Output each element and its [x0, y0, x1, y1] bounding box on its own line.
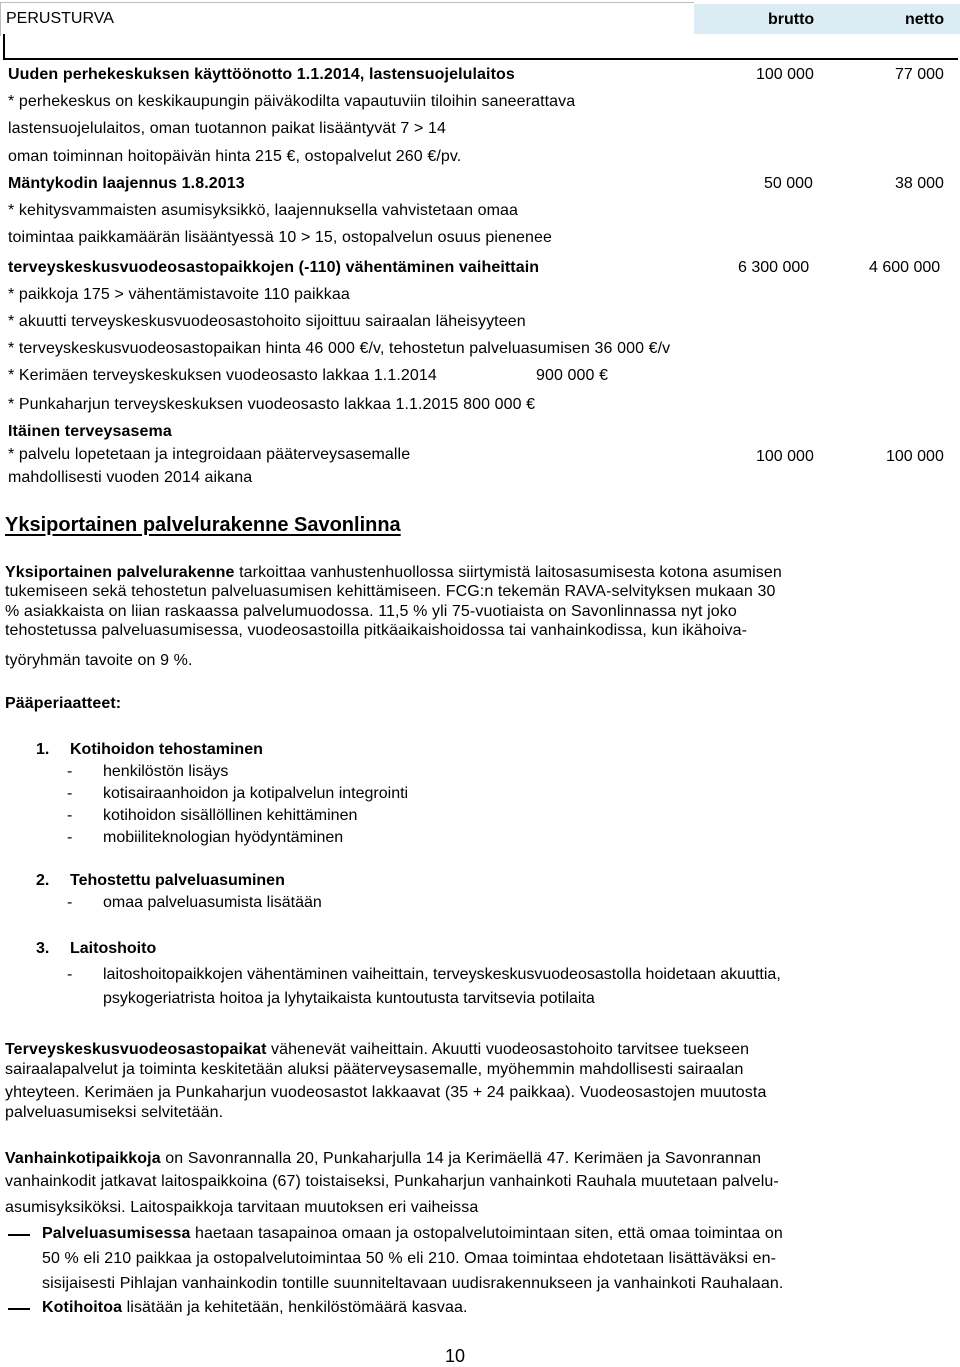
principle-item: omaa palveluasumista lisätään — [103, 894, 322, 911]
page-number: 10 — [445, 1346, 466, 1366]
principle-number: 2. — [36, 872, 50, 889]
row-netto: 38 000 — [895, 175, 944, 192]
intro-line-1 — [5, 564, 782, 582]
bullet-text: lisätään ja kehitetään, henkilöstömäärä kasvaa. — [122, 1299, 468, 1316]
tk-text: vähenevät vaiheittain. Akuutti vuodeosastohoito tarvitsee tuekseen — [266, 1041, 750, 1058]
row-text: * akuutti terveyskeskusvuodeosastohoito sijoittuu sairaalan läheisyyteen — [8, 313, 526, 330]
table-divider-line — [3, 58, 958, 60]
row-title-vuodeosasto: terveyskeskusvuodeosastopaikkojen (-110) vähentäminen vaiheittain — [8, 259, 540, 276]
list-dash: - — [67, 829, 73, 846]
vk-line: asumisyksiköksi. Laitospaikkoja tarvitaan muutoksen eri vaiheissa — [5, 1199, 479, 1216]
principle-item: kotihoidon sisällöllinen kehittäminen — [103, 807, 358, 824]
bullet-dash — [8, 1308, 30, 1310]
row-brutto: 6 300 000 — [738, 259, 810, 276]
row-amount: 900 000 € — [536, 367, 609, 384]
vk-text: on Savonrannalla 20, Punkaharjulla 14 ja Kerimäellä 47. Kerimäen ja Savonrannan — [160, 1150, 762, 1167]
row-text: toimintaa paikkamäärän lisääntyessä 10 > 15, ostopalvelun osuus pienenee — [8, 229, 552, 246]
row-brutto: 50 000 — [764, 175, 813, 192]
vk-bold: Vanhainkotipaikkoja — [5, 1150, 161, 1167]
principle-item-continuation: psykogeriatrista hoitoa ja lyhytaikaista kuntoutusta tarvitsevia potilaita — [103, 990, 595, 1007]
principle-title: Kotihoidon tehostaminen — [70, 741, 263, 758]
list-dash: - — [67, 785, 73, 802]
row-brutto: 100 000 — [756, 448, 814, 465]
intro-line: tehostetussa palveluasumisessa, vuodeosastoilla pitkäaikaishoidossa tai vanhainkodissa, kun ikähoiva- — [5, 622, 748, 639]
table-divider-tick — [3, 34, 5, 60]
principle-number: 3. — [36, 940, 50, 957]
row-text: lastensuojelulaitos, oman tuotannon paikat lisääntyvät 7 > 14 — [8, 120, 446, 137]
row-title-mantykoti: Mäntykodin laajennus 1.8.2013 — [8, 175, 245, 192]
list-dash: - — [67, 894, 73, 911]
bullet-bold: Palveluasumisessa — [42, 1225, 191, 1242]
row-netto: 100 000 — [886, 448, 944, 465]
row-title-itainen: Itäinen terveysasema — [8, 423, 172, 440]
intro-line: tukemiseen sekä tehostetun palveluasumisen kehittämiseen. FCG:n tekemän RAVA-selvityksen mukaan 30 — [5, 583, 776, 600]
row-text: * palvelu lopetetaan ja integroidaan pääterveysasemalle — [8, 446, 411, 463]
vk-line-1 — [5, 1150, 761, 1168]
row-title-perhekeskus: Uuden perhekeskuksen käyttöönotto 1.1.2014, lastensuojelulaitos — [8, 66, 515, 83]
bullet-line: 50 % eli 210 paikkaa ja ostopalvelutoimintaa 50 % eli 210. Omaa toimintaa ehdotetaan lisättäväksi en- — [42, 1250, 777, 1267]
intro-text: tarkoittaa vanhustenhuollossa siirtymistä laitosasumisesta kotona asumisen — [234, 564, 782, 581]
principle-item: mobiiliteknologian hyödyntäminen — [103, 829, 344, 846]
row-brutto: 100 000 — [756, 66, 814, 83]
bullet-line-1 — [42, 1225, 783, 1243]
column-header-brutto: brutto — [768, 11, 815, 28]
bullet-bold: Kotihoitoa — [42, 1299, 123, 1316]
principle-item: laitoshoitopaikkojen vähentäminen vaiheittain, terveyskeskusvuodeosastolla hoidetaan akuuttia, — [103, 966, 781, 983]
column-header-netto: netto — [905, 11, 945, 28]
vk-line: vanhainkodit jatkavat laitospaikkoina (67) toistaiseksi, Punkaharjun vanhainkoti Rauhala muutetaan palvelu- — [5, 1173, 779, 1190]
bullet-text: haetaan tasapainoa omaan ja ostopalvelutoimintaan siten, että omaa toimintaa on — [190, 1225, 783, 1242]
row-text: * perhekeskus on keskikaupungin päiväkodilta vapautuviin tiloihin saneerattava — [8, 93, 576, 110]
row-text: * Punkaharjun terveyskeskuksen vuodeosasto lakkaa 1.1.2015 800 000 € — [8, 396, 536, 413]
table-header-title: PERUSTURVA — [6, 10, 114, 27]
tk-bold: Terveyskeskusvuodeosastopaikat — [5, 1041, 267, 1058]
principle-title: Laitoshoito — [70, 940, 157, 957]
bullet-line: sisijaisesti Pihlajan vanhainkodin tontille suunniteltavaan uudisrakennukseen ja vanhainkoti Rauhalaan. — [42, 1275, 784, 1292]
principle-item: henkilöstön lisäys — [103, 763, 229, 780]
intro-bold: Yksiportainen palvelurakenne — [5, 564, 235, 581]
principles-label: Pääperiaatteet: — [5, 695, 122, 712]
row-text: * kehitysvammaisten asumisyksikkö, laajennuksella vahvistetaan omaa — [8, 202, 519, 219]
row-netto: 4 600 000 — [869, 259, 941, 276]
principle-item: kotisairaanhoidon ja kotipalvelun integrointi — [103, 785, 409, 802]
list-dash: - — [67, 966, 73, 983]
principle-title: Tehostettu palveluasuminen — [70, 872, 285, 889]
row-text: * Kerimäen terveyskeskuksen vuodeosasto lakkaa 1.1.2014 — [8, 367, 437, 384]
principle-number: 1. — [36, 741, 50, 758]
row-text: * terveyskeskusvuodeosastopaikan hinta 46 000 €/v, tehostetun palveluasumisen 36 000 €/v — [8, 340, 671, 357]
section-heading: Yksiportainen palvelurakenne Savonlinna — [5, 514, 401, 536]
row-text: oman toiminnan hoitopäivän hinta 215 €, ostopalvelut 260 €/pv. — [8, 148, 462, 165]
bullet-dash — [8, 1234, 30, 1236]
list-dash: - — [67, 807, 73, 824]
intro-line: työryhmän tavoite on 9 %. — [5, 652, 193, 669]
intro-line: % asiakkaista on liian raskaassa palvelumuodossa. 11,5 % yli 75-vuotiaista on Savonlinnassa nyt joko — [5, 603, 737, 620]
tk-line: palveluasumiseksi selvitetään. — [5, 1104, 224, 1121]
row-text: mahdollisesti vuoden 2014 aikana — [8, 469, 253, 486]
tk-line: yhteyteen. Kerimäen ja Punkaharjun vuodeosastot lakkaavat (35 + 24 paikkaa). Vuodeosastojen muutosta — [5, 1084, 767, 1101]
tk-line: sairaalapalvelut ja toiminta keskitetään aluksi pääterveysasemalle, myöhemmin mahdollisesti sairaalan — [5, 1061, 744, 1078]
bullet-line-1 — [42, 1299, 468, 1317]
row-netto: 77 000 — [895, 66, 944, 83]
tk-line-1 — [5, 1041, 749, 1059]
list-dash: - — [67, 763, 73, 780]
row-text: * paikkoja 175 > vähentämistavoite 110 paikkaa — [8, 286, 350, 303]
